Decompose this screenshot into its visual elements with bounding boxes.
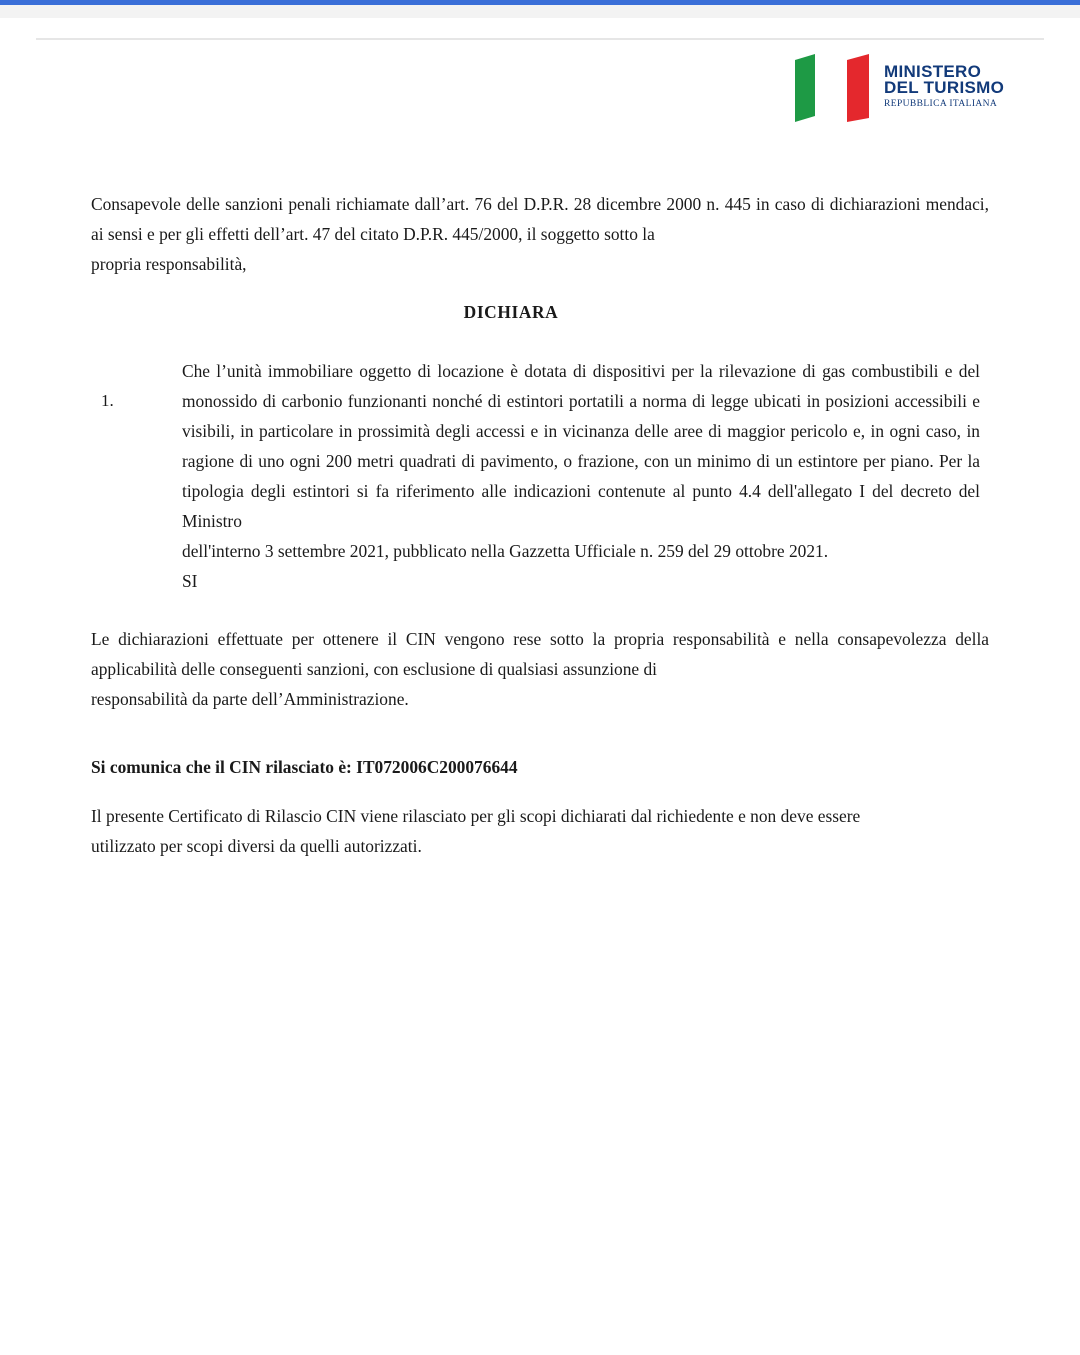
list-item-body: Che l’unità immobiliare oggetto di locazione è dotata di dispositivi per la rilevazione di gas combustibili e del monossido di carbonio funzionanti nonché di estintori portatili a norma di legge ubicati in posizioni accessibili e visibili, in particolare in prossimità degli accessi e in vicinanza delle aree di maggior pericolo e, in ogni caso, in ragione di uno ogni 200 metri quadrati di pavimento, o frazione, con un minimo di un estintore per piano. Per la tipologia degli estintori si fa riferimento alle indicazioni contenute al punto 4.4 dell'allegato I del decreto del Ministro	[182, 361, 980, 531]
header-divider	[36, 38, 1044, 40]
closing-paragraph-body: Il presente Certificato di Rilascio CIN viene rilasciato per gli scopi dichiarati dal richiedente e non deve essere	[91, 806, 861, 826]
declaration-paragraph-body: Le dichiarazioni effettuate per ottenere il CIN vengono rese sotto la propria responsabilità e nella consapevolezza della applicabilità delle conseguenti sanzioni, con esclusione di qualsiasi assunzione di	[91, 629, 989, 679]
intro-paragraph-body: Consapevole delle sanzioni penali richiamate dall’art. 76 del D.P.R. 28 dicembre 2000 n. 445 in caso di dichiarazioni mendaci, ai sensi e per gli effetti dell’art. 47 del citato D.P.R. 445/2000, il soggetto sotto la	[91, 194, 989, 244]
logo-line-turismo: DEL TURISMO	[884, 78, 1005, 97]
top-header-band	[0, 5, 1080, 18]
list-item-number: 1.	[101, 391, 114, 410]
ministry-logo	[793, 54, 1023, 126]
italian-flag-icon	[793, 54, 873, 126]
ministry-logo-text	[884, 64, 1004, 109]
list-item-answer: SI	[182, 571, 198, 591]
intro-paragraph-last-line: propria responsabilità,	[91, 254, 247, 274]
logo-line-ministero: MINISTERO	[884, 62, 982, 81]
declaration-paragraph-last-line: responsabilità da parte dell’Amministrazione.	[91, 689, 409, 709]
cin-statement: Si comunica che il CIN rilasciato è: IT072006C200076644	[91, 757, 518, 777]
list-item-last-line: dell'interno 3 settembre 2021, pubblicato nella Gazzetta Ufficiale n. 259 del 29 ottobre 2021.	[182, 541, 829, 561]
closing-paragraph	[91, 801, 989, 861]
declaration-paragraph	[91, 624, 989, 714]
list-item-text	[182, 356, 980, 566]
declaration-heading: DICHIARA	[463, 302, 559, 322]
logo-line-repubblica: REPUBBLICA ITALIANA	[884, 99, 998, 109]
closing-paragraph-last-line: utilizzato per scopi diversi da quelli autorizzati.	[91, 836, 422, 856]
intro-paragraph	[91, 189, 989, 279]
